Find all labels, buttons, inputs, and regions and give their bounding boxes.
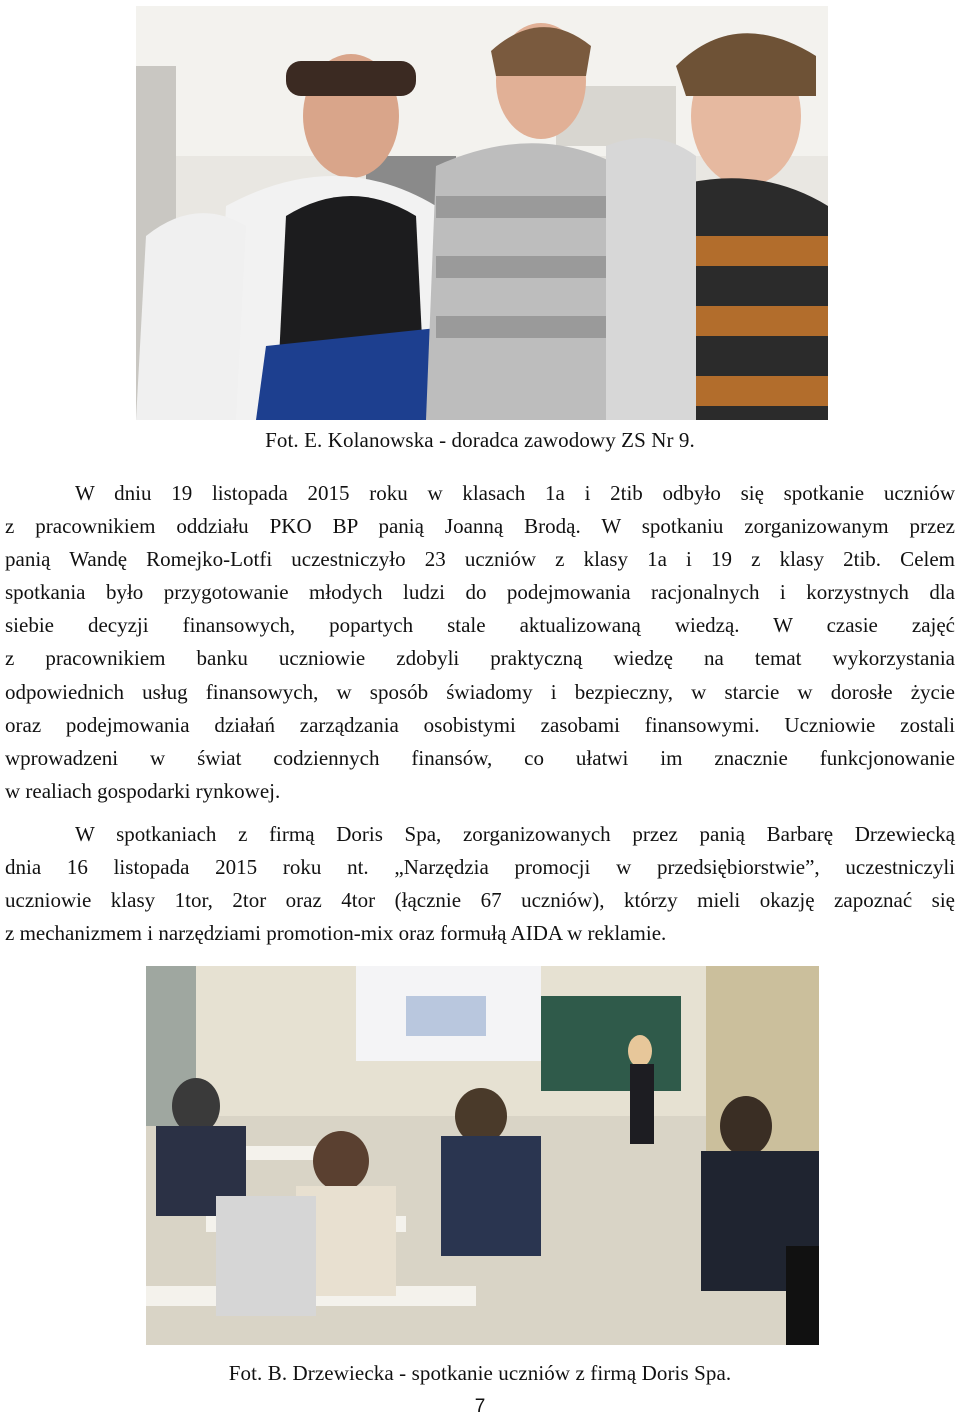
paragraph-line: z pracownikiem banku uczniowie zdobyli praktyczną wiedzę na temat wykorzystania	[5, 646, 955, 671]
caption-photo-1: Fot. E. Kolanowska - doradca zawodowy ZS Nr 9.	[265, 428, 695, 452]
paragraph-line: W spotkaniach z firmą Doris Spa, zorganizowanych przez panią Barbarę Drzewiecką	[75, 822, 955, 846]
paragraph-line: z pracownikiem oddziału PKO BP panią Joanną Brodą. W spotkaniu zorganizowanym przez	[5, 514, 955, 539]
paragraph-line: panią Wandę Romejko-Lotfi uczestniczyło 23 uczniów z klasy 1a i 19 z klasy 2tib. Celem	[5, 547, 955, 572]
paragraph-pko-meeting	[5, 477, 955, 808]
page-number: 7	[474, 1396, 486, 1417]
paragraph-line: W dniu 19 listopada 2015 roku w klasach 1a i 2tib odbyło się spotkanie uczniów	[75, 481, 955, 505]
photo-meeting	[136, 6, 828, 420]
paragraph-line: oraz podejmowania działań zarządzania osobistymi zasobami finansowymi. Uczniowie zostali	[5, 712, 955, 737]
photo-meeting-image	[136, 6, 828, 420]
paragraph-line: wprowadzeni w świat codziennych finansów, co ułatwi im znacznie funkcjonowanie	[5, 745, 955, 770]
photo-classroom	[146, 966, 819, 1345]
paragraph-line: siebie decyzji finansowych, popartych stale aktualizowaną wiedzą. W czasie zajęć	[5, 613, 955, 638]
paragraph-line: w realiach gospodarki rynkowej.	[5, 778, 281, 803]
paragraph-line: odpowiednich usług finansowych, w sposób świadomy i bezpieczny, w starcie w dorosłe życie	[5, 679, 955, 704]
paragraph-line: spotkania było przygotowanie młodych ludzi do podejmowania racjonalnych i korzystnych dla	[5, 580, 955, 605]
paragraph-doris-spa	[5, 818, 955, 950]
paragraph-line: z mechanizmem i narzędziami promotion-mix oraz formułą AIDA w reklamie.	[5, 921, 667, 946]
caption-photo-2: Fot. B. Drzewiecka - spotkanie uczniów z firmą Doris Spa.	[228, 1361, 732, 1385]
photo-classroom-image	[146, 966, 819, 1345]
paragraph-line: dnia 16 listopada 2015 roku nt. „Narzędzia promocji w przedsiębiorstwie”, uczestniczyli	[5, 855, 955, 880]
paragraph-line: uczniowie klasy 1tor, 2tor oraz 4tor (łącznie 67 uczniów), którzy mieli okazję zapoznać się	[5, 888, 955, 913]
